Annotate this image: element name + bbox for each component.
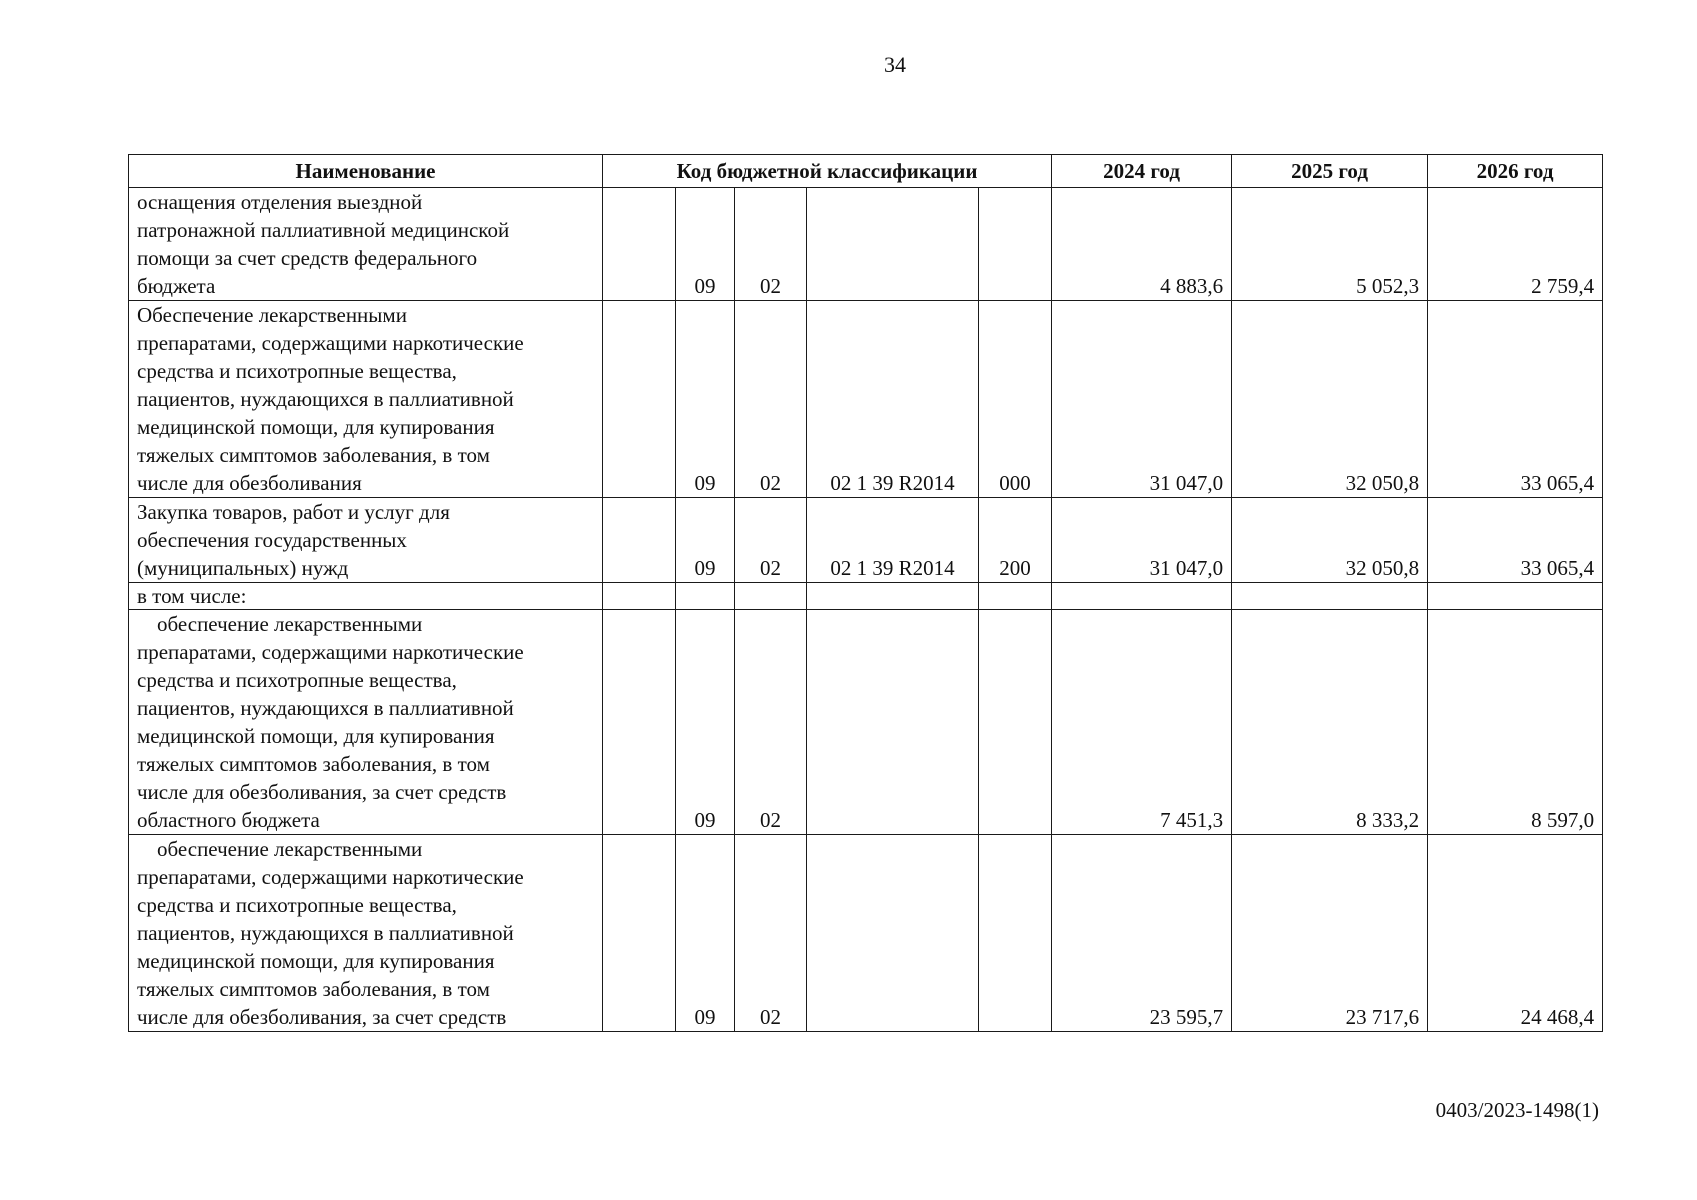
amount-2025 xyxy=(1232,583,1428,610)
amount-2025: 5 052,3 xyxy=(1232,188,1428,301)
code-expense-type: 200 xyxy=(979,498,1052,583)
code-section: 09 xyxy=(676,498,735,583)
row-name: Обеспечение лекарственными препаратами, содержащими наркотические средства и психотропные вещества, пациентов, нуждающихся в паллиативной медицинской помощи, для купирования тяжелых симптомов заболевания, в том числе для обезболивания xyxy=(129,301,603,498)
header-year-2024: 2024 год xyxy=(1052,155,1232,188)
header-year-2026: 2026 год xyxy=(1428,155,1603,188)
code-section xyxy=(676,583,735,610)
code-section: 09 xyxy=(676,188,735,301)
code-subsection: 02 xyxy=(735,835,807,1032)
code-cell-1 xyxy=(603,835,676,1032)
code-section: 09 xyxy=(676,301,735,498)
amount-2026: 24 468,4 xyxy=(1428,835,1603,1032)
table-row xyxy=(129,835,1603,1032)
code-section: 09 xyxy=(676,835,735,1032)
code-target-article xyxy=(807,610,979,835)
header-name: Наименование xyxy=(129,155,603,188)
amount-2024: 7 451,3 xyxy=(1052,610,1232,835)
row-name: в том числе: xyxy=(129,583,603,610)
amount-2026: 8 597,0 xyxy=(1428,610,1603,835)
table-row xyxy=(129,583,1603,610)
code-subsection: 02 xyxy=(735,498,807,583)
amount-2025: 32 050,8 xyxy=(1232,498,1428,583)
document-code: 0403/2023-1498(1) xyxy=(1435,1098,1599,1122)
row-name: оснащения отделения выездной патронажной паллиативной медицинской помощи за счет средств федерального бюджета xyxy=(129,188,603,301)
amount-2026: 33 065,4 xyxy=(1428,498,1603,583)
code-expense-type xyxy=(979,188,1052,301)
code-cell-1 xyxy=(603,610,676,835)
table-row xyxy=(129,188,1603,301)
row-name: обеспечение лекарственными препаратами, содержащими наркотические средства и психотропные вещества, пациентов, нуждающихся в паллиативной медицинской помощи, для купирования тяжелых симптомов заболевания, в том числе для обезболивания, за счет средств областного бюджета xyxy=(129,610,603,835)
code-subsection: 02 xyxy=(735,301,807,498)
code-expense-type xyxy=(979,835,1052,1032)
code-subsection: 02 xyxy=(735,610,807,835)
table-header-row xyxy=(129,155,1603,188)
table-row xyxy=(129,301,1603,498)
amount-2026 xyxy=(1428,583,1603,610)
code-cell-1 xyxy=(603,301,676,498)
amount-2024: 23 595,7 xyxy=(1052,835,1232,1032)
amount-2025: 32 050,8 xyxy=(1232,301,1428,498)
page-number: 34 xyxy=(884,52,906,77)
amount-2025: 8 333,2 xyxy=(1232,610,1428,835)
amount-2026: 33 065,4 xyxy=(1428,301,1603,498)
code-section: 09 xyxy=(676,610,735,835)
amount-2025: 23 717,6 xyxy=(1232,835,1428,1032)
table-row xyxy=(129,498,1603,583)
amount-2024: 31 047,0 xyxy=(1052,301,1232,498)
code-expense-type xyxy=(979,610,1052,835)
code-target-article: 02 1 39 R2014 xyxy=(807,301,979,498)
code-cell-1 xyxy=(603,188,676,301)
code-target-article xyxy=(807,835,979,1032)
budget-table xyxy=(128,154,1603,1032)
row-name: обеспечение лекарственными препаратами, содержащими наркотические средства и психотропные вещества, пациентов, нуждающихся в паллиативной медицинской помощи, для купирования тяжелых симптомов заболевания, в том числе для обезболивания, за счет средств xyxy=(129,835,603,1032)
code-target-article xyxy=(807,188,979,301)
table-row xyxy=(129,610,1603,835)
code-target-article: 02 1 39 R2014 xyxy=(807,498,979,583)
amount-2024 xyxy=(1052,583,1232,610)
code-expense-type: 000 xyxy=(979,301,1052,498)
amount-2024: 4 883,6 xyxy=(1052,188,1232,301)
code-cell-1 xyxy=(603,498,676,583)
code-subsection xyxy=(735,583,807,610)
amount-2024: 31 047,0 xyxy=(1052,498,1232,583)
code-target-article xyxy=(807,583,979,610)
code-cell-1 xyxy=(603,583,676,610)
header-budget-code: Код бюджетной классификации xyxy=(603,155,1052,188)
header-year-2025: 2025 год xyxy=(1232,155,1428,188)
code-subsection: 02 xyxy=(735,188,807,301)
code-expense-type xyxy=(979,583,1052,610)
row-name: Закупка товаров, работ и услуг для обеспечения государственных (муниципальных) нужд xyxy=(129,498,603,583)
amount-2026: 2 759,4 xyxy=(1428,188,1603,301)
